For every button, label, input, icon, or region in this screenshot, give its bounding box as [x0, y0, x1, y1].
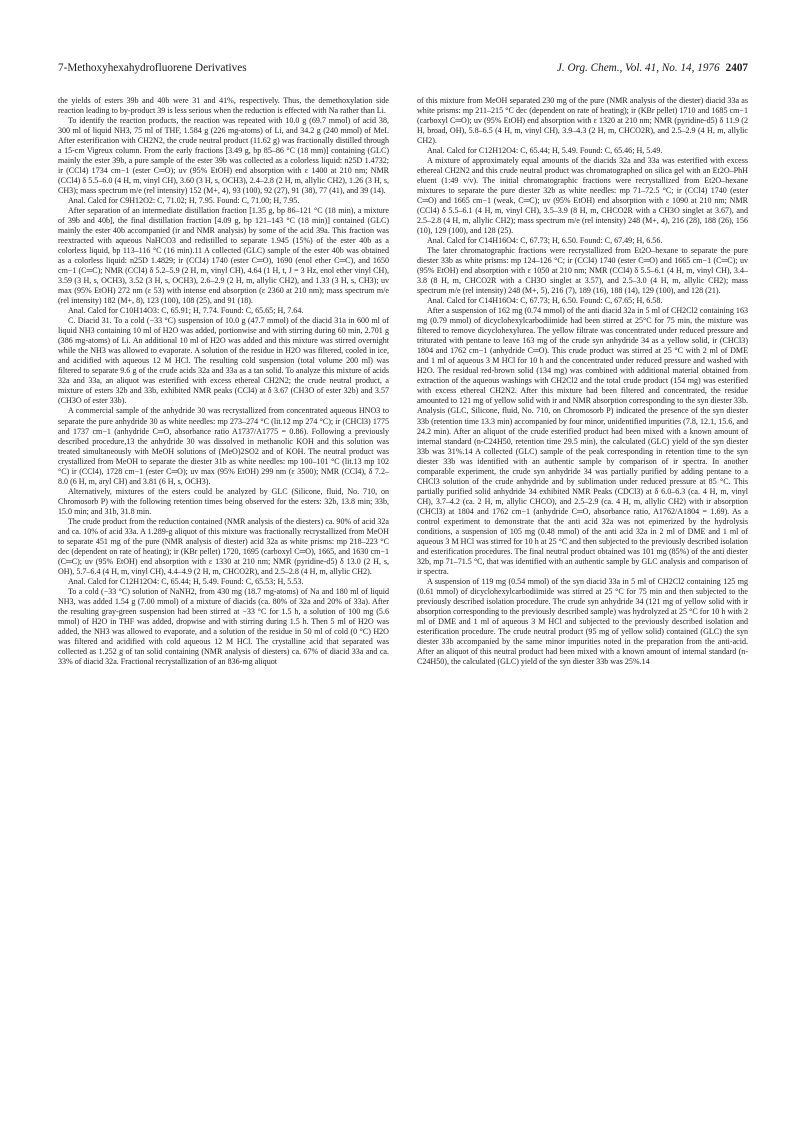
paragraph: After a suspension of 162 mg (0.74 mmol) of the anti diacid 32a in 5 ml of CH2Cl2 containing 163 mg (0.79 mmol) of dicyclohexylcarbodiimide had been stirred at 25°C for 75 min, the mixture was filtered to remove dicyclohexylurea. The yellow filtrate was concentrated under reduced pressure and triturated with pentane to leave 163 mg of the crude syn anhydride 34 as a yellow solid, ir (CHCl3) 1804 and 1762 cm−1 (anhydride C═O). This crude product was stirred at 25 °C with 2 ml of DME and 1 ml of aqueous 3 M HCl for 10 h and the concentrated under reduced pressure and washed with H2O. The residual red-brown solid (134 mg) was combined with additional material obtained from extraction of the aqueous washings with CH2Cl2 and the total crude product (154 mg) was esterified with excess ethereal CH2N2. After this mixture had been filtered and concentrated, the residue amounted to 121 mg of yellow solid with ir and NMR absorption corresponding to the syn diester 33b. Analysis (GLC, Silicone, fluid, No. 710, on Chromosorb P) indicated the presence of the syn diester 33b (retention time 13.3 min) accompanied by four minor, unidentified impurities (7.8, 12.1, 15.6, and 24.2 min). After an aliquot of the crude esterified product had been mixed with a known amount of internal standard (n-C24H50, retention time 29.5 min), the calculated (GLC) yield of the syn diester 33b was 31%.14 A collected (GLC) sample of the peak corresponding in retention time to the syn diester 33b was identified with an authentic sample by comparison of ir spectra. In another comparable experiment, the crude syn anhydride 34 was partially purified by adding pentane to a CHCl3 solution of the crude anhydride and by sublimation under reduced pressure at 85 °C. This partially purified solid anhydride 34 exhibited NMR Peaks (CDCl3) at δ 6.0–6.3 (ca. 4 H, m, vinyl CH), 3.7–4.2 (ca. 2 H, m, allylic CHCO), and 2.5–2.9 (ca. 4 H, m, allylic CH2) with ir absorption (CHCl3) at 1804 and 1762 cm−1 (anhydride C═O, absorbance ratio, A1762/A1804 = 1.69). As a control experiment to demonstrate that the anti acid 32a was not epimerized by the hydrolysis conditions, a suspension of 105 mg (0.48 mmol) of the anti acid 32a in 2 ml of DME and 1 ml of aqueous 3 M HCl was stirred for 10 h at 25 °C and then subjected to the previously described isolation and esterification procedures. The final neutral product obtained was 101 mg (85%) of the anti diester 32b, mp 71–71.5 °C, that was identified with an authentic sample by GLC analysis and comparison of ir spectra.: [417, 306, 748, 576]
paragraph: A mixture of approximately equal amounts of the diacids 32a and 33a was esterified with excess ethereal CH2N2 and this crude neutral product was chromatographed on silica gel with an Et2O–PhH eluent (1:49 v/v). The initial chromatographic fractions were recrystallized from Et2O–hexane mixtures to separate the pure diester 32b as white needles: mp 71–72.5 °C; ir (CCl4) 1740 (ester C═O) and 1665 cm−1 (weak, C═C); uv (95% EtOH) end absorption with ε 1090 at 210 nm; NMR (CCl4) δ 5.5–6.1 (4 H, m, vinyl CH), 3.5–3.9 (8 H, m, CHCO2R with a CH3O singlet at 3.67), and 2.5–2.8 (4 H, m, allylic CH2); mass spectrum m/e (rel intensity) 248 (M+, 4), 216 (28), 188 (26), 156 (10), 129 (100), and 128 (25).: [417, 156, 748, 236]
right-column: [417, 96, 748, 667]
paragraph: Anal. Calcd for C14H16O4: C, 67.73; H, 6.50. Found: C, 67.65; H, 6.58.: [427, 296, 663, 306]
paragraph: A suspension of 119 mg (0.54 mmol) of the syn diacid 33a in 5 ml of CH2Cl2 containing 125 mg (0.61 mmol) of dicyclohexylcarbodiimide was stirred at 25 °C for 75 min and then subjected to the previously described isolation procedure. The crude syn anhydride 34 (121 mg of yellow solid with ir absorption corresponding to the previously described sample) was hydrolyzed at 25 °C for 10 h with 2 ml of DME and 1 ml of aqueous 3 M HCl and subjected to the previously described isolation and esterification procedure. The crude neutral product (95 mg of yellow solid) contained (GLC) the syn diester 33b accompanied by the same minor impurities noted in the preparation from the anti-acid. After an aliquot of this neutral product had been mixed with a known amount of internal standard (n-C24H50), the calculated (GLC) yield of the syn diester 33b was 25%.14: [417, 576, 748, 666]
paragraph: the yields of esters 39b and 40b were 31 and 41%, respectively. Thus, the demethoxylation side reaction leading to by-product 39 is less serious when the reduction is effected with Na rather than Li.: [58, 96, 389, 116]
paragraph: Anal. Calcd for C10H14O3: C, 65.91; H, 7.74. Found: C, 65.65; H, 7.64.: [68, 306, 304, 316]
paragraph: After separation of an intermediate distillation fraction [1.35 g, bp 86–121 °C (18 min), a mixture of 39b and 40b], the final distillation fraction [4.09 g, bp 121–143 °C (18 min)] contained (GLC) mainly the ester 40b accompanied (ir and NMR analysis) by some of the acid 39a. This fraction was reextracted with aqueous NaHCO3 and redistilled to separate 1.945 (15%) of the ester 40b as a colorless liquid, bp 113–116 °C (16 min).11 A collected (GLC) sample of the ester 40b was obtained as a colorless liquid: n25D 1.4829; ir (CCl4) 1740 (ester C═O), 1690 (enol ether C═C), and 1650 cm−1 (C═C); NMR (CCl4) δ 5.2–5.9 (2 H, m, vinyl CH), 4.64 (1 H, t, J = 3 Hz, enol ether vinyl CH), 3.59 (3 H, s, OCH3), 3.52 (3 H, s, OCH3), 2.6–2.9 (2 H, m, allylic CH2), and 1.33 (3 H, s, CH3); uv max (95% EtOH) 272 nm (ε 53) with intense end absorption (ε 2360 at 210 nm); mass spectrum m/e (rel intensity) 182 (M+, 8), 123 (100), 108 (25), and 91 (18).: [58, 206, 389, 306]
page-number: 2407: [725, 62, 748, 74]
left-column: [58, 96, 389, 667]
paragraph: Anal. Calcd for C12H12O4: C, 65.44; H, 5.49. Found: C, 65.46; H, 5.49.: [427, 146, 663, 156]
paragraph: Anal. Calcd for C14H16O4: C, 67.73; H, 6.50. Found: C, 67.49; H, 6.56.: [427, 236, 663, 246]
paragraph: Anal. Calcd for C9H12O2: C, 71.02; H, 7.95. Found: C, 71.00; H, 7.95.: [68, 196, 300, 206]
paragraph: A commercial sample of the anhydride 30 was recrystallized from concentrated aqueous HNO3 to separate the pure anhydride 30 as white needles: mp 273–274 °C (lit.12 mp 274 °C); ir (CHCl3) 1775 and 1737 cm−1 (anhydride C═O, absorbance ratio A1737/A1775 = 0.86). Following a previously described procedure,13 the anhydride 30 was dissolved in methanolic KOH and this solution was treated simultaneously with MeOH solutions of (MeO)2SO2 and of KOH. The neutral product was crystallized from MeOH to separate the diester 31b as white needles: mp 100–101 °C (lit.13 mp 102 °C) ir (CCl4), 1728 cm−1 (ester C═O); uv max (95% EtOH) 299 nm (ε 3500); NMR (CCl4), δ 7.2–8.0 (6 H, m, aryl CH) and 3.81 (6 H, s, OCH3).: [58, 406, 389, 486]
journal-citation: [557, 62, 748, 74]
journal-reference: J. Org. Chem., Vol. 41, No. 14, 1976: [556, 62, 720, 74]
running-title: 7-Methoxyhexahydrofluorene Derivatives: [58, 62, 247, 74]
paragraph: of this mixture from MeOH separated 230 mg of the pure (NMR analysis of the diester) diacid 33a as white prisms: mp 211–215 °C dec (dependent on rate of heating); ir (KBr pellet) 1710 and 1685 cm−1 (carboxyl C═O); uv (95% EtOH) end absorption with ε 1320 at 210 nm; NMR (pyridine-d5) δ 11.9 (2 H, broad, OH), 5.8–6.5 (4 H, m, vinyl CH), 3.9–4.3 (2 H, m, CHCO2R), and 2.5–2.9 (4 H, m, allylic CH2).: [417, 96, 748, 146]
paragraph: The later chromatographic fractions were recrystallized from Et2O–hexane to separate the pure diester 33b as white prisms: mp 124–126 °C; ir (CCl4) 1740 (ester C═O) and 1665 cm−1 (C═C); uv (95% EtOH) end absorption with ε 1050 at 210 nm; NMR (CCl4) δ 5.5–6.1 (4 H, m, vinyl CH), 3.4–3.8 (8 H, m, CHCO2R with a CH3O singlet at 3.57), and 2.5–3.0 (4 H, m, allylic CH2); mass spectrum m/e (rel intensity) 248 (M+, 5), 216 (7), 189 (16), 188 (14), 129 (100), and 128 (21).: [417, 246, 748, 296]
paragraph: To identify the reaction products, the reaction was repeated with 10.0 g (69.7 mmol) of acid 38, 300 ml of liquid NH3, 75 ml of THF, 1.584 g (226 mg-atoms) of Li, and 34.2 g (240 mmol) of MeI. After esterification with CH2N2, the crude neutral product (11.62 g) was fractionally distilled through a 15-cm Vigreux column. From the early fractions [3.49 g, bp 85–86 °C (18 mm)] containing (GLC) mainly the ester 39b, a pure sample of the ester 39b was collected as a colorless liquid: n25D 1.4732; ir (CCl4) 1734 cm−1 (ester C═O); uv (95% EtOH) end absorption with ε 1400 at 210 nm; NMR (CCl4) δ 5.5–6.0 (4 H, m, vinyl CH), 3.60 (3 H, s, OCH3), 2.4–2.8 (2 H, m, allylic CH2), 1.26 (3 H, s, CH3); mass spectrum m/e (rel intensity) 152 (M+, 4), 93 (100), 92 (27), 91 (38), 77 (41), and 39 (14).: [58, 116, 389, 196]
running-header: [58, 62, 748, 78]
paragraph: Alternatively, mixtures of the esters could be analyzed by GLC (Silicone, fluid, No. 710, on Chromosorb P) with the following retention times being observed for the esters: 32b, 13.8 min; 33b, 15.0 min; and 31b, 31.8 min.: [58, 486, 389, 516]
paragraph: C. Diacid 31. To a cold (−33 °C) suspension of 10.0 g (47.7 mmol) of the diacid 31a in 600 ml of liquid NH3 containing 10 ml of H2O was added, portionwise and with stirring during 60 min, 2.701 g (386 mg-atoms) of Li. An additional 10 ml of H2O was added and this mixture was stirred overnight while the NH3 was allowed to evaporate. A solution of the residue in H2O was filtered, cooled in ice, and acidified with aqueous 12 M HCl. The resulting cold suspension (total volume 200 ml) was filtered to separate 9.6 g of the crude acids 32a and 33a as a tan solid. To analyze this mixture of acids 32a and 33a, an aliquot was esterified with excess ethereal CH2N2; the crude neutral product, a mixture of esters 32b and 33b, exhibited NMR peaks (CCl4) at δ 3.67 (CH3O of ester 32b) and 3.57 (CH3O of ester 33b).: [58, 316, 389, 406]
paragraph: To a cold (−33 °C) solution of NaNH2, from 430 mg (18.7 mg-atoms) of Na and 180 ml of liquid NH3, was added 1.54 g (7.00 mmol) of a mixture of diacids (ca. 80% of 32a and 20% of 33a). After the resulting gray-green suspension had been stirred at −33 °C for 1.5 h, a solution of 100 mg (5.6 mmol) of H2O in THF was added, dropwise and with stirring during 1.5 h. Then 5 ml of H2O was added, the NH3 was allowed to evaporate, and a solution of the residue in 50 ml of cold (0 °C) H2O was filtered and acidified with cold aqueous 12 M HCl. The crystalline acid that separated was collected as 1.252 g of tan solid containing (NMR analysis of diesters) ca. 67% of diacid 33a and ca. 33% of diacid 32a. Fractional recrystallization of an 836-mg aliquot: [58, 586, 389, 666]
paragraph: Anal. Calcd for C12H12O4: C, 65.44; H, 5.49. Found: C, 65.53; H, 5.53.: [68, 576, 304, 586]
paragraph: The crude product from the reduction contained (NMR analysis of the diesters) ca. 90% of acid 32a and ca. 10% of acid 33a. A 1.289-g aliquot of this mixture was fractionally recrystallized from MeOH to separate 451 mg of the pure (NMR analysis of diester) acid 32a as white prisms: mp 218–223 °C dec (dependent on rate of heating); ir (KBr pellet) 1720, 1695 (carboxyl C═O), 1665, and 1630 cm−1 (C═C); uv (95% EtOH) end absorption with ε 1330 at 210 nm; NMR (pyridine-d5) δ 13.0 (2 H, s, OH), 5.7–6.4 (4 H, m, vinyl CH), 4.4–4.9 (2 H, m, CHCO2R), and 2.5–2.8 (4 H, m, allylic CH2).: [58, 516, 389, 576]
